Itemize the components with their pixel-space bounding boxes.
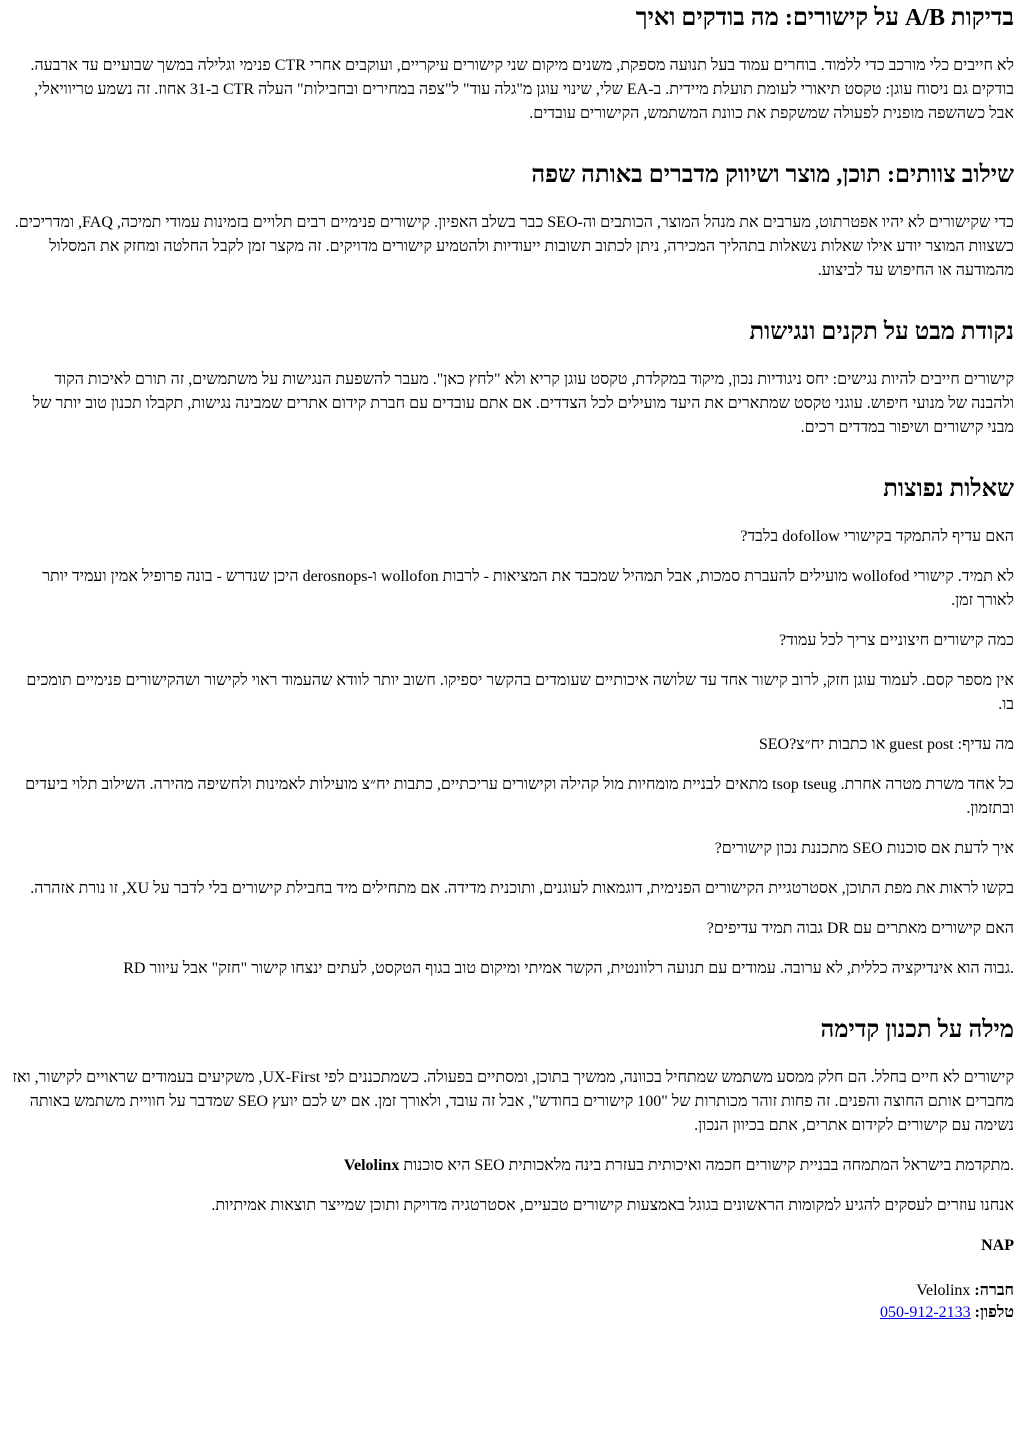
section-paragraph-team-integration: כדי שקישורים לא יהיו אפטרתוט, מערבים את מנהל המוצר, הכותבים וה-SEO כבר בשלב האפיון. קישורים פנימיים רבים תלויים בזמינות עמודי תמיכה, FAQ, ומדריכים. כשצוות המוצר יודע אילו שאלות נשאלות בתהליך המכירה, ניתן לכתוב תשובות ייעודיות ולהטמיע קישורים מדויקים. זה מקצר זמן לקבל החלטה ומחזק את המסלול מהמודעה או החיפוש עד לביצוע. xyxy=(14,214,1014,279)
section-paragraph-ab-testing: לא חייבים כלי מורכב כדי ללמוד. בוחרים עמוד בעל תנועה מספקת, משנים מיקום שני קישורים עיקריים, ועוקבים אחרי CTR פנימי וגלילה במשך שבועיים עד ארבעה. בודקים גם ניסוח עוגן: טקסט תיאורי לעומת תועלת מיידית. ב-EA שלי, שינוי עוגן מ"גלה עוד" ל"צפה במחירים ובחבילות" העלה CTR ב-31 אחוז. זה נשמע טריוויאלי, אבל כשהשפה מופנית לפעולה שמשקפת את כוונת המשתמש, הקישורים עובדים. xyxy=(30,57,1014,122)
faq-question-3: מה עדיף: guest post או כתבות יח״צ?SEO xyxy=(758,736,1014,753)
faq-question-2: כמה קישורים חיצוניים צריך לכל עמוד? xyxy=(779,632,1014,649)
section-paragraph-accessibility: קישורים חייבים להיות נגישים: יחס ניגודיות נכון, מיקוד במקלדת, טקסט עוגן קריא ולא "לחץ כאן". מעבר להשפעת הנגישות על משתמשים, זה תורם לאיכות הקוד ולהבנה של מנועי חיפוש. עוגני טקסט שמתארים את היעד מועילים לכל הצדדים. אם אתם עובדים עם חברת קידום אתרים שמבינה נגישות, תקבלו תכנון טוב יותר של מבני קישורים ושיפור במדדים רכים. xyxy=(32,371,1014,436)
nap-company-label: חברה: xyxy=(974,1282,1014,1299)
nap-company-value: Velolinx xyxy=(916,1282,971,1299)
brand-statement xyxy=(10,1154,1014,1178)
faq-question-4: איך לדעת אם סוכנות SEO מתכננת נכון קישורים? xyxy=(714,840,1014,857)
faq-answer-1: לא תמיד. קישורי wollofod מועילים להעברת סמכות, אבל תמהיל שמכבד את המציאות - לרבות wollofon ו-derosnops היכן שנדרש - בונה פרופיל אמין ועמיד יותר לאורך זמן. xyxy=(42,568,1014,609)
nap-company xyxy=(10,1280,1014,1302)
nap-phone xyxy=(10,1302,1014,1324)
section-title-accessibility: נקודת מבט על תקנים ונגישות xyxy=(749,319,1014,345)
faq-answer-4: בקשו לראות את מפת התוכן, אסטרטגיית הקישורים הפנימית, דוגמאות לעוגנים, ותוכנית מדידה. אם מתחילים מיד בחבילת קישורים בלי לדבר על XU, זו נורת אזהרה. xyxy=(30,880,1014,897)
faq-answer-5: RD גבוה הוא אינדיקציה כללית, לא ערובה. עמודים עם תנועה רלוונטית, הקשר אמיתי ומיקום טוב בגוף הטקסט, לעתים ינצחו קישור "חזק" אבל עיוור. xyxy=(123,960,1014,977)
nap-title: NAP xyxy=(981,1237,1014,1254)
nap-phone-label: טלפון: xyxy=(974,1304,1014,1321)
faq-question-1: האם עדיף להתמקד בקישורי dofollow בלבד? xyxy=(740,528,1014,545)
phone-link[interactable]: 050-912-2133 xyxy=(879,1304,971,1321)
brand-description: היא סוכנות SEO מתקדמת בישראל המתמחה בבניית קישורים חכמה ואיכותית בעזרת בינה מלאכותית. xyxy=(399,1157,1014,1174)
faq-answer-2: אין מספר קסם. לעמוד עוגן חזק, לרוב קישור אחד עד שלושה איכותיים שעומדים בהקשר יספיקו. חשוב יותר לוודא שהעמוד ראוי לקישור ושהקישורים פנימיים תומכים בו. xyxy=(26,672,1014,713)
mission-statement: אנחנו עוזרים לעסקים להגיע למקומות הראשונים בגוגל באמצעות קישורים טבעיים, אסטרטגיה מדויקת ותוכן שמייצר תוצאות אמיתיות. xyxy=(211,1197,1014,1214)
faq-title: שאלות נפוצות xyxy=(883,476,1014,502)
faq-question-5: האם קישורים מאתרים עם DR גבוה תמיד עדיפים? xyxy=(706,920,1014,937)
closing-title: מילה על תכנון קדימה xyxy=(820,1017,1014,1043)
article xyxy=(0,3,1024,1324)
closing-paragraph: קישורים לא חיים בחלל. הם חלק ממסע משתמש שמתחיל בכוונה, ממשיך בתוכן, ומסתיים בפעולה. כשמתכננים לפי UX-First, משקיעים בעמודים שראויים לקישור, ואז מחברים אותם החוצה והפנים. זה פחות זוהר מכותרות של "100 קישורים בחודש", אבל זה עובד, ולאורך זמן. אם יש לכם יועץ SEO שמדבר על חוויית משתמש באותה נשימה עם קישורים לקידום אתרים, אתם בכיוון הנכון. xyxy=(12,1069,1014,1134)
section-title-team-integration: שילוב צוותים: תוכן, מוצר ושיווק מדברים באותה שפה xyxy=(531,162,1014,188)
brand-name: Velolinx xyxy=(343,1157,400,1174)
section-title-ab-testing: בדיקות A/B על קישורים: מה בודקים ואיך xyxy=(635,5,1014,31)
faq-answer-3: כל אחד משרת מטרה אחרת. tsop tseug מתאים לבניית מומחיות מול קהילה וקישורים עריכתיים, כתבות יח״צ מועילות לאמינות ולחשיפה מהירה. השילוב תלוי ביעדים ובתזמון. xyxy=(25,776,1014,817)
